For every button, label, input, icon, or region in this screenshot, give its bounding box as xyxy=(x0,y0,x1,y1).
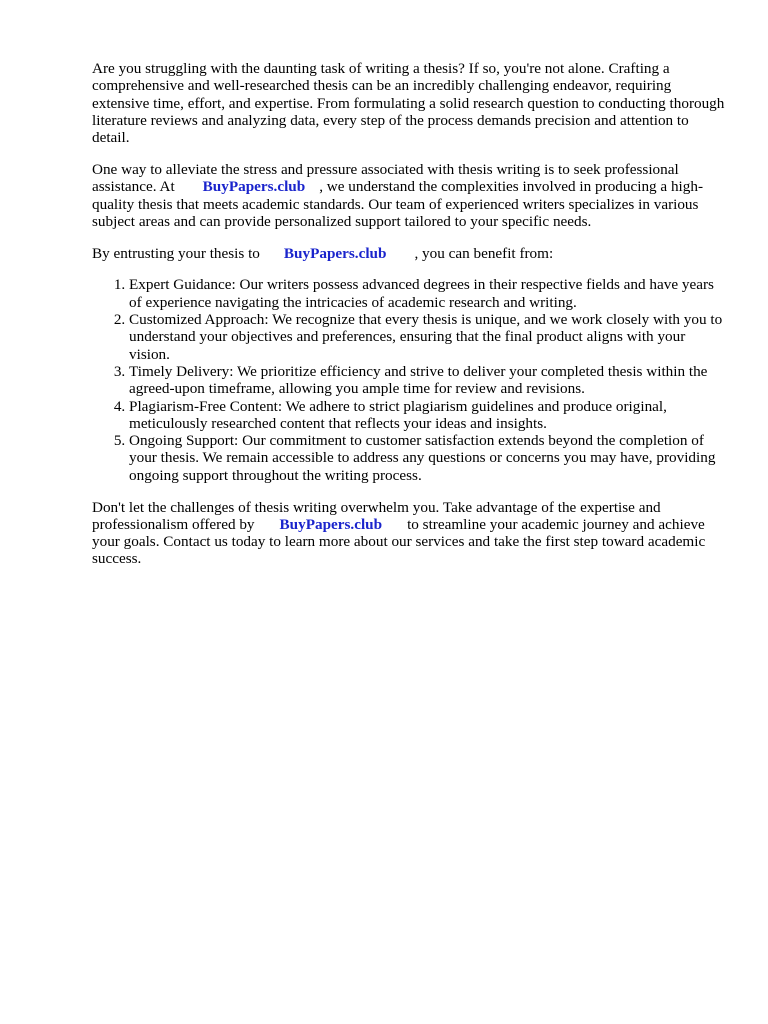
closing-text-after: to streamline your academic journey and achieve your goals. Contact us today to learn more about our services and take the first step toward academic success. xyxy=(92,515,706,568)
assistance-paragraph xyxy=(92,161,728,230)
buypapers-link[interactable]: BuyPapers.club xyxy=(283,244,387,262)
list-item: 1. Expert Guidance: Our writers possess advanced degrees in their respective fields and have years of experience navigating the intricacies of academic research and writing. xyxy=(129,276,728,311)
list-item: 2. Customized Approach: We recognize that every thesis is unique, and we work closely with you to understand your objectives and preferences, ensuring that the final product aligns with your vision. xyxy=(129,311,728,363)
list-item: 4. Plagiarism-Free Content: We adhere to strict plagiarism guidelines and produce original, meticulously researched content that reflects your ideas and insights. xyxy=(129,398,728,433)
assistance-text-before: One way to alleviate the stress and pressure associated with thesis writing is to seek professional assistance. At xyxy=(92,160,679,196)
closing-text-before: Don't let the challenges of thesis writing overwhelm you. Take advantage of the expertise and professionalism offered by xyxy=(92,498,661,533)
benefit-intro-paragraph xyxy=(92,245,728,262)
closing-paragraph xyxy=(92,499,728,568)
assistance-text-after: , we understand the complexities involved in producing a high-quality thesis that meets academic standards. Our team of experienced writers specializes in various subject areas and can provide personalized support tailored to your specific needs. xyxy=(92,178,704,230)
benefit-text-before: By entrusting your thesis to xyxy=(92,244,260,262)
benefits-list xyxy=(92,276,728,484)
document-body xyxy=(92,60,728,582)
list-item: 5. Ongoing Support: Our commitment to customer satisfaction extends beyond the completion of your thesis. We remain accessible to address any questions or concerns you may have, providing ongoing support throughout the writing process. xyxy=(129,432,728,484)
intro-paragraph: Are you struggling with the daunting task of writing a thesis? If so, you're not alone. Crafting a comprehensive and well-researched thesis can be an incredibly challenging endeavor, requiring extensive time, effort, and expertise. From formulating a solid research question to conducting thorough literature reviews and analyzing data, every step of the process demands precision and attention to detail. xyxy=(92,60,725,147)
benefit-text-after: , you can benefit from: xyxy=(414,244,554,262)
buypapers-link[interactable]: BuyPapers.club xyxy=(279,515,383,533)
list-item: 3. Timely Delivery: We prioritize efficiency and strive to deliver your completed thesis within the agreed-upon timeframe, allowing you ample time for review and revisions. xyxy=(129,363,728,398)
buypapers-link[interactable]: BuyPapers.club xyxy=(202,178,306,196)
